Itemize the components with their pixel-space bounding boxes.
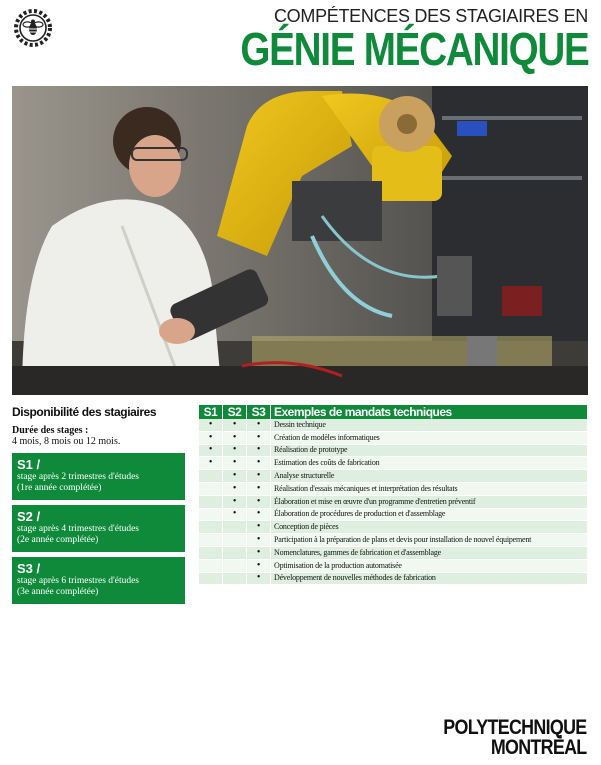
col-header-s2: S2 (223, 405, 247, 419)
col-header-s3: S3 (247, 405, 271, 419)
session-code: S1 / (17, 457, 41, 472)
level-cell-s2: • (223, 482, 247, 495)
level-cell-s3: • (247, 559, 271, 572)
table-header-row (199, 405, 588, 419)
level-cell-s3: • (247, 444, 271, 457)
session-line: (3e année complétée) (17, 587, 99, 597)
level-cell-s3: • (247, 457, 271, 470)
level-cell-s1 (199, 559, 223, 572)
mandate-cell: Participation à la préparation de plans et devis pour installation de nouvel équipement (271, 534, 588, 547)
gear-bee-icon (13, 8, 53, 48)
session-line: stage après 6 trimestres d'études (17, 576, 140, 586)
level-cell-s1: • (199, 431, 223, 444)
level-cell-s2 (223, 534, 247, 547)
session-box-s3 (12, 557, 185, 604)
level-cell-s3: • (247, 419, 271, 431)
level-cell-s2: • (223, 444, 247, 457)
level-cell-s2 (223, 559, 247, 572)
level-cell-s2: • (223, 508, 247, 521)
mandate-cell: Optimisation de la production automatisée (271, 559, 588, 572)
level-cell-s1 (199, 572, 223, 585)
level-cell-s1 (199, 482, 223, 495)
level-cell-s1 (199, 534, 223, 547)
level-cell-s1 (199, 508, 223, 521)
level-cell-s1 (199, 470, 223, 483)
mandate-cell: Nomenclatures, gammes de fabrication et d'assemblage (271, 546, 588, 559)
level-cell-s1: • (199, 419, 223, 431)
session-line: (2e année complétée) (17, 535, 99, 545)
col-header-mandates: Exemples de mandats techniques (271, 405, 588, 419)
level-cell-s1: • (199, 457, 223, 470)
level-cell-s3: • (247, 534, 271, 547)
table-row (199, 431, 588, 444)
brand-line: MONTRÉAL (491, 736, 587, 759)
mandate-cell: Élaboration de procédures de production et d'assemblage (271, 508, 588, 521)
table-row (199, 470, 588, 483)
table-row (199, 444, 588, 457)
level-cell-s2: • (223, 419, 247, 431)
table-row (199, 457, 588, 470)
mandates-table (199, 405, 588, 585)
level-cell-s3: • (247, 508, 271, 521)
level-cell-s2: • (223, 457, 247, 470)
level-cell-s1 (199, 495, 223, 508)
level-cell-s3: • (247, 521, 271, 534)
mandate-cell: Réalisation d'essais mécaniques et interprétation des résultats (271, 482, 588, 495)
duration-label: Durée des stages : (12, 425, 89, 436)
table-body (199, 419, 588, 585)
session-box-s2 (12, 505, 185, 552)
session-line: (1re année complétée) (17, 483, 102, 493)
mandate-cell: Élaboration et mise en œuvre d'un programme d'entretien préventif (271, 495, 588, 508)
page-title: GÉNIE MÉCANIQUE (240, 23, 589, 75)
table-row (199, 572, 588, 585)
page-subtitle: COMPÉTENCES DES STAGIAIRES EN (273, 6, 588, 26)
table-row (199, 559, 588, 572)
level-cell-s1 (199, 521, 223, 534)
mandate-cell: Analyse structurelle (271, 470, 588, 483)
brand-line: POLYTECHNIQUE (443, 716, 587, 739)
level-cell-s2 (223, 572, 247, 585)
table-row (199, 419, 588, 431)
mandate-cell: Développement de nouvelles méthodes de fabrication (271, 572, 588, 585)
mandate-cell: Conception de pièces (271, 521, 588, 534)
availability-panel (12, 405, 185, 609)
brand-logo (444, 718, 587, 758)
level-cell-s2 (223, 521, 247, 534)
level-cell-s2: • (223, 431, 247, 444)
session-line: stage après 2 trimestres d'études (17, 472, 140, 482)
session-code: S2 / (17, 509, 41, 524)
level-cell-s3: • (247, 482, 271, 495)
table-row (199, 495, 588, 508)
table-row (199, 482, 588, 495)
level-cell-s2 (223, 546, 247, 559)
mandate-cell: Dessin technique (271, 419, 588, 431)
table-row (199, 546, 588, 559)
hero-photo (12, 86, 588, 395)
level-cell-s3: • (247, 495, 271, 508)
session-box-s1 (12, 453, 185, 500)
mandate-cell: Réalisation de prototype (271, 444, 588, 457)
col-header-s1: S1 (199, 405, 223, 419)
level-cell-s3: • (247, 572, 271, 585)
mandate-cell: Création de modèles informatiques (271, 431, 588, 444)
table-row (199, 521, 588, 534)
level-cell-s2: • (223, 495, 247, 508)
level-cell-s1 (199, 546, 223, 559)
availability-title: Disponibilité des stagiaires (12, 405, 157, 419)
level-cell-s3: • (247, 546, 271, 559)
table-row (199, 508, 588, 521)
level-cell-s3: • (247, 431, 271, 444)
level-cell-s2: • (223, 470, 247, 483)
level-cell-s1: • (199, 444, 223, 457)
duration-value: 4 mois, 8 mois ou 12 mois. (12, 436, 121, 447)
level-cell-s3: • (247, 470, 271, 483)
session-code: S3 / (17, 561, 41, 576)
mandate-cell: Estimation des coûts de fabrication (271, 457, 588, 470)
session-line: stage après 4 trimestres d'études (17, 524, 140, 534)
table-row (199, 534, 588, 547)
